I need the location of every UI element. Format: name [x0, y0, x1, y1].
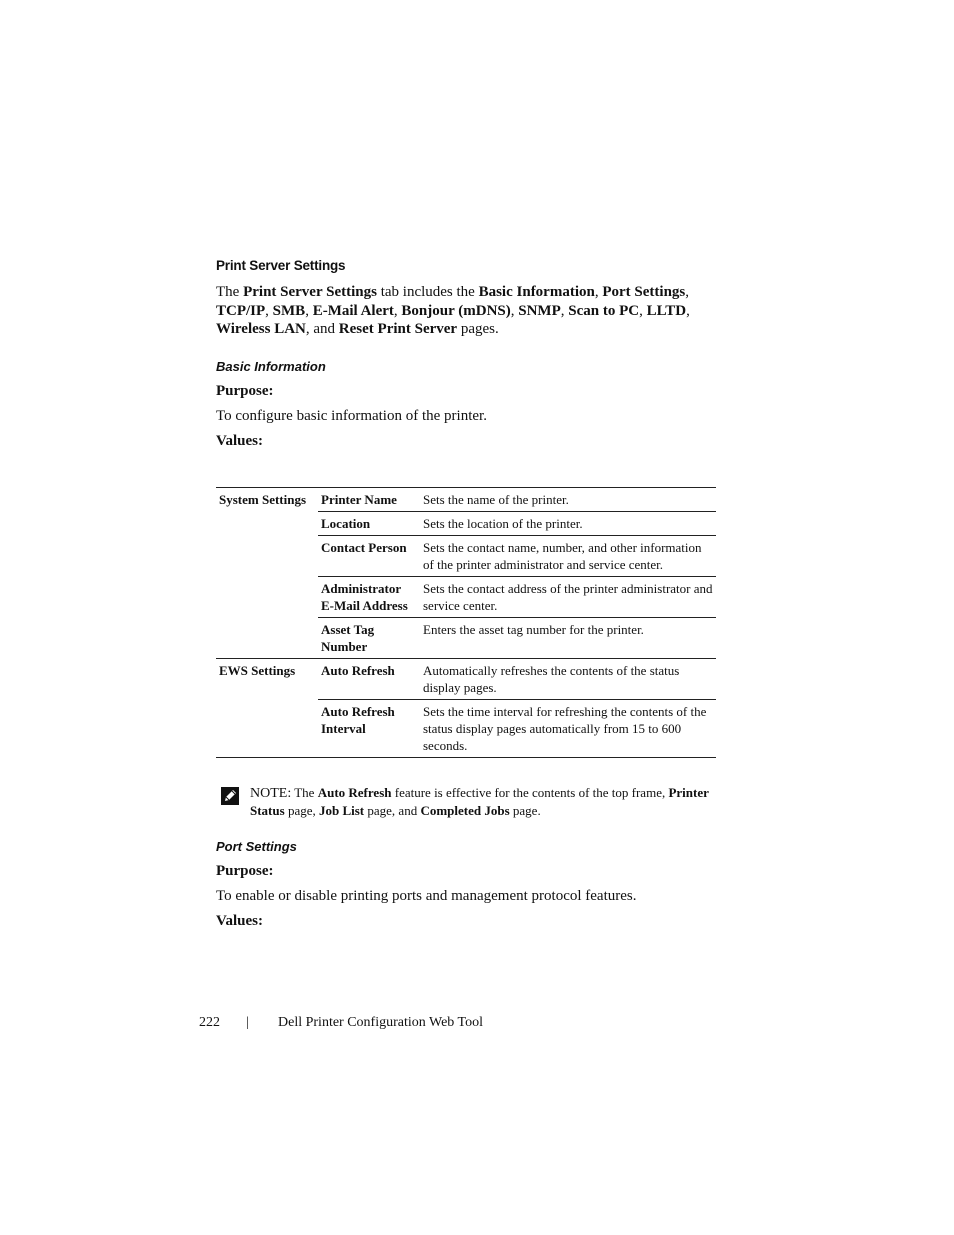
table-row: [216, 512, 716, 536]
pencil-note-icon: [220, 786, 240, 806]
port-values-label: Values:: [216, 913, 263, 929]
port-settings-heading: Port Settings: [216, 839, 297, 854]
basic-values-label: Values:: [216, 433, 263, 449]
section-title: Print Server Settings: [216, 258, 346, 273]
table-desc-cell: Sets the location of the printer.: [420, 512, 716, 536]
basic-information-heading: Basic Information: [216, 359, 326, 374]
table-item-cell: Auto Refresh Interval: [318, 700, 420, 758]
footer-separator: |: [246, 1015, 249, 1030]
basic-information-table: [216, 487, 716, 758]
table-item-cell: Printer Name: [318, 488, 420, 512]
table-group-cell: [216, 512, 318, 536]
table-group-cell: [216, 536, 318, 577]
table-desc-cell: Automatically refreshes the contents of the status display pages.: [420, 659, 716, 700]
table-desc-cell: Enters the asset tag number for the printer.: [420, 618, 716, 659]
basic-purpose-label: Purpose:: [216, 383, 274, 399]
table-row: [216, 659, 716, 700]
table-row: [216, 577, 716, 618]
table-group-cell: [216, 700, 318, 758]
port-purpose-text: To enable or disable printing ports and management protocol features.: [216, 888, 637, 904]
table-item-cell: Auto Refresh: [318, 659, 420, 700]
table-desc-cell: Sets the contact address of the printer administrator and service center.: [420, 577, 716, 618]
table-row: [216, 536, 716, 577]
table-group-cell: System Settings: [216, 488, 318, 512]
table-item-cell: Asset Tag Number: [318, 618, 420, 659]
table-group-cell: [216, 618, 318, 659]
table-group-cell: EWS Settings: [216, 659, 318, 700]
page-number: 222: [199, 1015, 220, 1030]
table-desc-cell: Sets the time interval for refreshing the contents of the status display pages automatically from 15 to 600 seconds.: [420, 700, 716, 758]
table-row: [216, 618, 716, 659]
table-item-cell: Contact Person: [318, 536, 420, 577]
note-text: NOTE: The Auto Refresh feature is effective for the contents of the top frame, Printer Status page, Job List page, and Completed Jobs page.: [250, 785, 709, 818]
table-item-cell: Administrator E-Mail Address: [318, 577, 420, 618]
footer-doc-title: Dell Printer Configuration Web Tool: [278, 1015, 484, 1030]
table-desc-cell: Sets the name of the printer.: [420, 488, 716, 512]
intro-paragraph: The Print Server Settings tab includes the Basic Information, Port Settings, TCP/IP, SMB, E-Mail Alert, Bonjour (mDNS), SNMP, Scan to PC, LLTD, Wireless LAN, and Reset Print Server pages.: [216, 284, 690, 337]
table-item-cell: Location: [318, 512, 420, 536]
table-desc-cell: Sets the contact name, number, and other information of the printer administrator and service center.: [420, 536, 716, 577]
table-group-cell: [216, 577, 318, 618]
port-purpose-label: Purpose:: [216, 863, 274, 879]
table-row: [216, 700, 716, 758]
basic-purpose-text: To configure basic information of the printer.: [216, 408, 487, 424]
table-row: [216, 488, 716, 512]
